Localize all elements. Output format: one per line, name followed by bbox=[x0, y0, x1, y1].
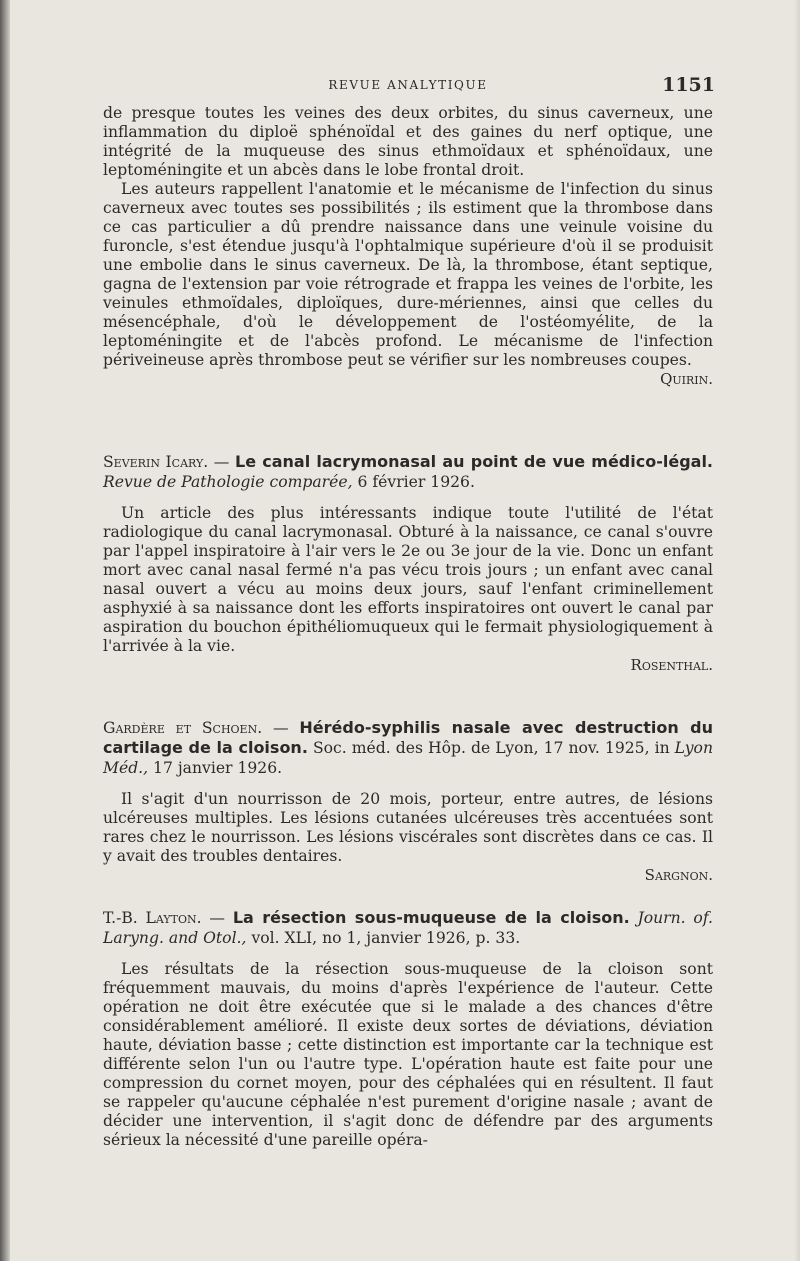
article-body: Les résultats de la résection sous-muqueuse de la cloison sont fréquemment mauvais, du moins d'après l'expérience de l'auteur. Cette opération ne doit être exécutée que si le malade a des chances d'être considérablement amélioré. Il existe deux sortes de déviations, déviation haute, déviation basse ; cette distinction est importante car la technique est différente selon l'un ou l'autre type. L'opération haute est faite pour une compression du cornet moyen, pour des céphalées qui en résultent. Il faut se rappeler qu'aucune céphalée n'est purement d'origine nasale ; avant de décider une intervention, il s'agit donc de défendre par des arguments sérieux la nécessité d'une pareille opéra- bbox=[103, 960, 713, 1149]
article-heading bbox=[103, 452, 713, 492]
article-citation-prefix: Soc. méd. des Hôp. de Lyon, 17 nov. 1925, in bbox=[307, 739, 675, 757]
article-lacrymonasal bbox=[103, 452, 713, 675]
article-journal: Revue de Pathologie comparée, bbox=[103, 473, 353, 491]
article-heading bbox=[103, 908, 713, 948]
article-citation: 6 février 1926. bbox=[352, 473, 475, 491]
article-citation: 17 janvier 1926. bbox=[148, 759, 283, 777]
article-authors: Severin Icary. bbox=[103, 453, 209, 471]
article-journal: Lyon Méd., bbox=[103, 739, 713, 777]
page-number: 1151 bbox=[662, 74, 715, 96]
article-body: Un article des plus intéressants indique toute l'utilité de l'état radiologique du canal lacrymonasal. Obturé à la naissance, ce canal s'ouvre par l'appel inspiratoire à l'air vers le 2e ou 3e jour de la vie. Donc un enfant mort avec canal nasal fermé n'a pas vécu trois jours ; un enfant avec canal nasal ouvert a vécu au moins deux jours, sauf l'enfant criminellement asphyxié à sa naissance dont les efforts inspiratoires ont ouvert le canal par aspiration du bouchon épithéliomuqueux qui le fermait physiologiquement à l'arrivée à la vie. bbox=[103, 504, 713, 655]
article-resection bbox=[103, 908, 713, 1150]
running-title: REVUE ANALYTIQUE bbox=[328, 78, 488, 92]
heading-dash: — bbox=[201, 909, 233, 927]
article-title: Hérédo-syphilis nasale avec destruction du cartilage de la cloison. bbox=[103, 718, 713, 757]
heading-dash: — bbox=[208, 453, 235, 471]
article-title: La résection sous-muqueuse de la cloison. bbox=[232, 908, 630, 927]
article-journal: Journ. of. Laryng. and Otol., bbox=[103, 909, 713, 947]
article-body: Il s'agit d'un nourrisson de 20 mois, porteur, entre autres, de lésions ulcéreuses multiples. Les lésions cutanées ulcéreuses très accentuées sont rares chez le nourrisson. Les lésions viscérales sont discrètes dans ce cas. Il y avait des troubles dentaires. bbox=[103, 790, 713, 865]
article-heredo-syphilis bbox=[103, 718, 713, 885]
continued-paragraph: de presque toutes les veines des deux orbites, du sinus caverneux, une inflammation du diploë sphénoïdal et des gaines du nerf optique, une intégrité de la muqueuse des sinus ethmoïdaux et sphénoïdaux, une leptoméningite et un abcès dans le lobe frontal droit. bbox=[103, 104, 713, 179]
heading-dash: — bbox=[262, 719, 300, 737]
article-heading bbox=[103, 718, 713, 778]
page-right-edge bbox=[794, 0, 800, 1261]
page-binding-edge bbox=[0, 0, 10, 1261]
article-authors: T.-B. Layton. bbox=[103, 909, 202, 927]
article-signature: Sargnon. bbox=[644, 866, 713, 884]
reviewer-signature: Quirin. bbox=[660, 370, 713, 388]
continued-review bbox=[103, 104, 713, 389]
article-title: Le canal lacrymonasal au point de vue médico-légal. bbox=[235, 452, 714, 471]
article-signature: Rosenthal. bbox=[630, 656, 713, 674]
article-citation: vol. XLI, no 1, janvier 1926, p. 33. bbox=[246, 929, 521, 947]
journal-page bbox=[103, 70, 715, 1149]
mechanism-paragraph: Les auteurs rappellent l'anatomie et le mécanisme de l'infection du sinus caverneux avec toutes ses possibilités ; ils estiment que la thrombose dans ce cas particulier a dû prendre naissance dans une veinule voisine du furoncle, s'est étendue jusqu'à l'ophtalmique supérieure d'où il se produisit une embolie dans le sinus caverneux. De là, la thrombose, étant septique, gagna de l'extension par voie rétrograde et frappa les veines de l'orbite, les veinules ethmoïdales, diploïques, dure-mériennes, ainsi que celles du mésencéphale, d'où le développement de l'ostéomyélite, de la leptoméningite et de l'abcès profond. Le mécanisme de l'infection périveineuse après thrombose peut se vérifier sur les nombreuses coupes. bbox=[103, 180, 713, 369]
running-head bbox=[103, 70, 713, 104]
article-authors: Gardère et Schoen. bbox=[103, 719, 263, 737]
